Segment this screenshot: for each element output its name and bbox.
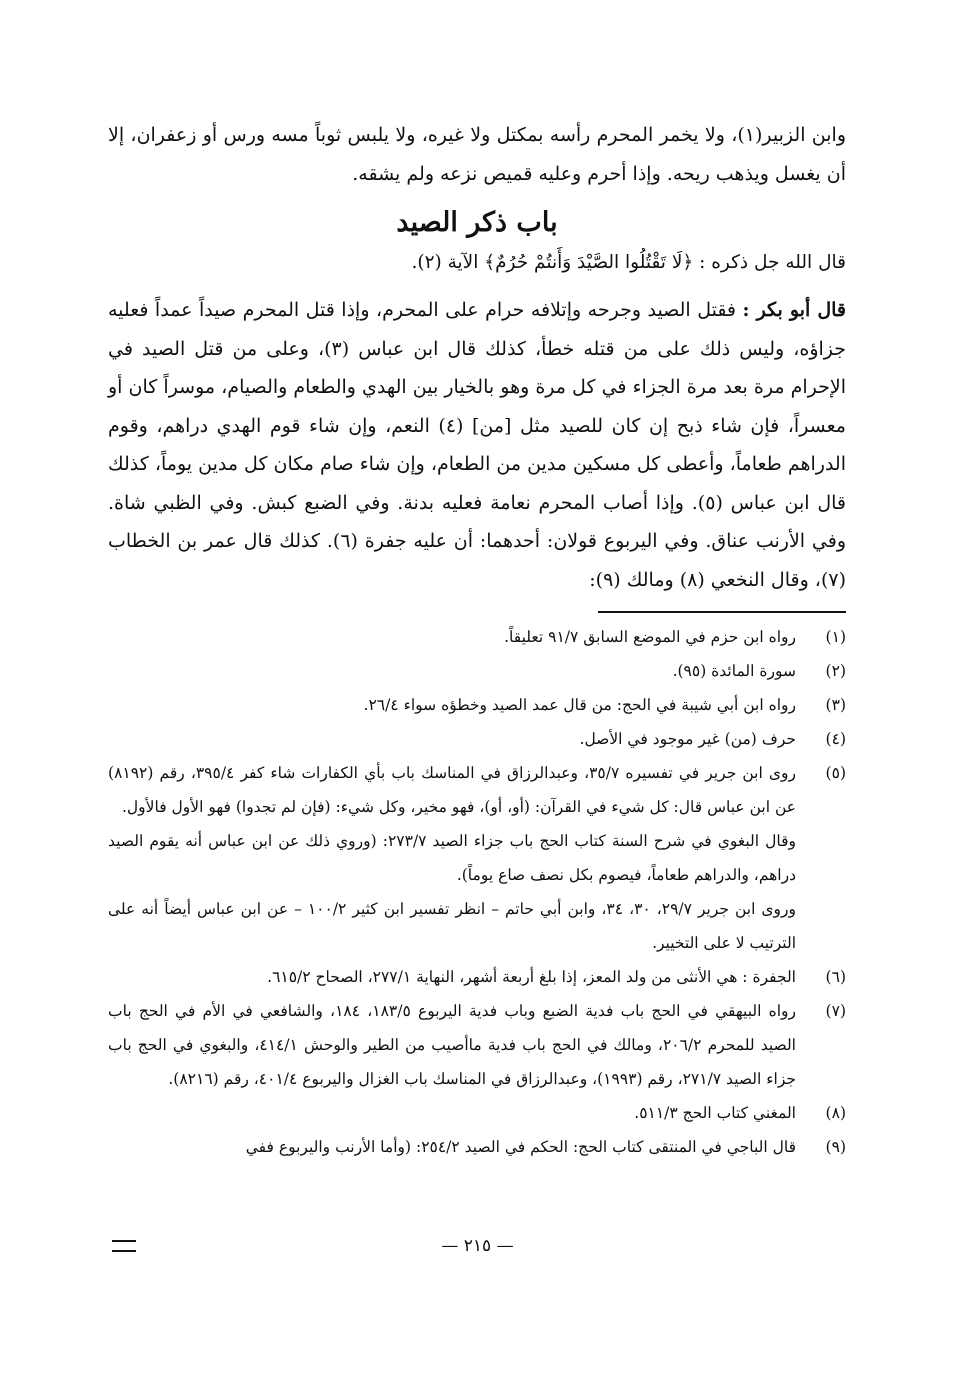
footnote-4 [108, 722, 846, 756]
footnote-text: رواه ابن أبي شيبة في الحج: من قال عمد الصيد وخطؤه سواء ٢٦/٤. [363, 696, 796, 714]
footnote-text: رواه ابن حزم في الموضع السابق ٩١/٧ تعليقاً. [504, 628, 796, 646]
footnote-number: (٧) [825, 1002, 846, 1020]
footnote-3 [108, 688, 846, 722]
footnote-7 [108, 994, 846, 1096]
intro-paragraph: وابن الزبير(١)، ولا يخمر المحرم رأسه بمكتل ولا غيره، ولا يلبس ثوباً مسه ورس أو زعفران، إلا أن يغسل ويذهب ريحه. وإذا أحرم وعليه قميص نزعه ولم يشقه. [108, 124, 846, 185]
quran-verse-line: قال الله جل ذكره : ﴿لَا تَقْتُلُوا الصَّيْدَ وَأَنتُمْ حُرُمٌ﴾ الآية (٢). [411, 252, 846, 273]
footnote-number: (٦) [825, 968, 846, 986]
page-number: — ٢١٥ — [441, 1236, 514, 1256]
page-body [108, 116, 846, 599]
footnote-number: (١) [825, 628, 846, 646]
footnote-number: (٤) [825, 730, 846, 748]
footnote-1 [108, 620, 846, 654]
footnote-5-continuation-2: وروى ابن جرير ٢٩/٧، ٣٠، ٣٤، وابن أبي حاتم – انظر تفسير ابن كثير ١٠٠/٢ – عن ابن عباس أيضاً أنه على الترتيب لا على التخيير. [108, 900, 796, 952]
footnote-text: سورة المائدة (٩٥). [672, 662, 796, 680]
footnote-separator [598, 611, 846, 613]
footnote-2 [108, 654, 846, 688]
footnote-text: المغني كتاب الحج ٥١١/٣. [634, 1104, 796, 1122]
main-paragraph-text: فقتل الصيد وجرحه وإتلافه حرام على المحرم، وإذا قتل المحرم صيداً عمداً فعليه جزاؤه، وليس ذلك على من قتله خطأ، كذلك قال ابن عباس (٣)، وعلى من قتل الصيد في الإحرام مرة بعد مرة الجزاء في كل مرة وهو بالخيار بين الهدي والطعام والصيام، موسراً كان أو معسراً، فإن شاء ذبح إن كان للصيد مثل [من] (٤) النعم، وإن شاء قوم الهدي دراهم، وقوم الدراهم طعاماً، وأعطى كل مسكين مدين من الطعام، وإن شاء صام مكان كل مدين يوماً، كذلك قال ابن عباس (٥). وإذا أصاب المحرم نعامة فعليه بدنة. وفي الضبع كبش. وفي الظبي شاة. وفي الأرنب عناق. وفي اليربوع قولان: أحدهما: أن عليه جفرة (٦). كذلك قال عمر بن الخطاب (٧)، وقال النخعي (٨) ومالك (٩): [108, 299, 847, 591]
main-paragraph [108, 291, 846, 599]
chapter-title: باب ذكر الصيد [396, 207, 558, 238]
footnote-text: الجفرة : هي الأنثى من ولد المعز، إذا بلغ أربعة أشهر، النهاية ٢٧٧/١، الصحاح ٦١٥/٢. [267, 968, 796, 986]
footnote-number: (٣) [825, 696, 846, 714]
footnote-text: حرف (من) غير موجود في الأصل. [579, 730, 796, 748]
footnotes [108, 620, 846, 1164]
speaker-label: قال أبو بكر : [742, 299, 846, 321]
footnote-number: (٥) [825, 764, 846, 782]
footnote-text: قال الباجي في المنتقى كتاب الحج: الحكم في الصيد ٢٥٤/٢: (وأما الأرنب واليربوع ففي [245, 1138, 796, 1156]
footnote-5-continuation-1: وقال البغوي في شرح السنة كتاب الحج باب جزاء الصيد ٢٧٣/٧: (وروي ذلك عن ابن عباس أنه يقوم الصيد دراهم، والدراهم طعاماً، فيصوم بكل نصف صاع يوماً). [108, 832, 796, 884]
footnote-5 [108, 756, 846, 824]
footnote-number: (٢) [825, 662, 846, 680]
footnote-number: (٨) [825, 1104, 846, 1122]
footnote-9 [108, 1130, 846, 1164]
footnote-8 [108, 1096, 846, 1130]
footnote-6 [108, 960, 846, 994]
footnote-number: (٩) [825, 1138, 846, 1156]
footnote-text: روى ابن جرير في تفسيره ٣٥/٧، وعبدالرزاق في المناسك باب بأي الكفارات شاء كفر ٣٩٥/٤، رقم (٨١٩٢) عن ابن عباس قال: كل شيء في القرآن: (أو، أو)، فهو مخير، وكل شيء: (فإن لم تجدوا) فهو الأول فالأول. [108, 764, 796, 816]
footnote-text: رواه البيهقي في الحج باب فدية الضبع وباب فدية اليربوع ١٨٣/٥، ١٨٤، والشافعي في الأم في الحج باب الصيد للمحرم ٢٠٦/٢، ومالك في الحج باب فدية ماأصيب من الطير والوحش ٤١٤/١، والبغوي في الحج باب جزاء الصيد ٢٧١/٧، رقم (١٩٩٣)، وعبدالرزاق في المناسك باب الغزال واليربوع ٤٠١/٤، رقم (٨٢١٦). [108, 1002, 796, 1088]
